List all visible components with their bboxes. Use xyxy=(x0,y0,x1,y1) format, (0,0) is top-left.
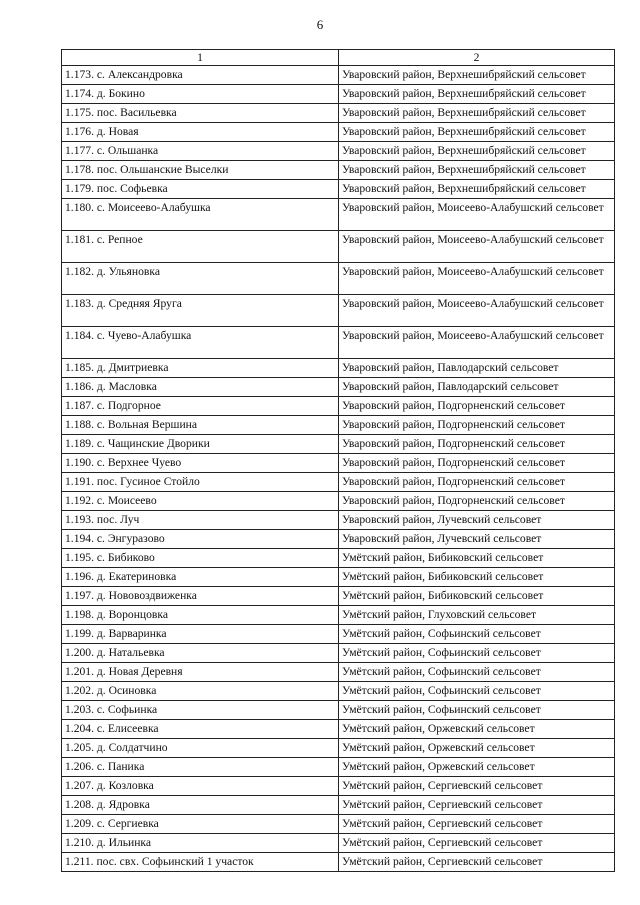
district-cell: Умётский район, Сергиевский сельсовет xyxy=(339,796,615,815)
settlement-cell: 1.195. с. Бибиково xyxy=(62,549,339,568)
table-row xyxy=(62,473,615,492)
table-row xyxy=(62,834,615,853)
table-row xyxy=(62,777,615,796)
table-row xyxy=(62,263,615,295)
district-cell: Уваровский район, Моисеево-Алабушский сельсовет xyxy=(339,295,615,327)
settlement-cell: 1.184. с. Чуево-Алабушка xyxy=(62,327,339,359)
settlement-cell: 1.186. д. Масловка xyxy=(62,378,339,397)
settlement-cell: 1.196. д. Екатериновка xyxy=(62,568,339,587)
settlement-cell: 1.191. пос. Гусиное Стойло xyxy=(62,473,339,492)
table-row xyxy=(62,492,615,511)
district-cell: Уваровский район, Верхнешибряйский сельсовет xyxy=(339,66,615,85)
table-row xyxy=(62,511,615,530)
settlement-cell: 1.197. д. Нововоздвиженка xyxy=(62,587,339,606)
district-cell: Умётский район, Бибиковский сельсовет xyxy=(339,587,615,606)
page-number: 6 xyxy=(316,17,324,32)
district-cell: Умётский район, Глуховский сельсовет xyxy=(339,606,615,625)
table-body xyxy=(62,66,615,872)
column-header-2: 2 xyxy=(339,50,615,66)
district-cell: Умётский район, Сергиевский сельсовет xyxy=(339,834,615,853)
settlement-cell: 1.174. д. Бокино xyxy=(62,85,339,104)
district-cell: Умётский район, Софьинский сельсовет xyxy=(339,701,615,720)
district-cell: Уваровский район, Верхнешибряйский сельсовет xyxy=(339,142,615,161)
settlement-cell: 1.176. д. Новая xyxy=(62,123,339,142)
table-row xyxy=(62,199,615,231)
table-row xyxy=(62,231,615,263)
table-row xyxy=(62,815,615,834)
district-cell: Уваровский район, Павлодарский сельсовет xyxy=(339,359,615,378)
district-cell: Уваровский район, Моисеево-Алабушский сельсовет xyxy=(339,327,615,359)
settlement-cell: 1.193. пос. Луч xyxy=(62,511,339,530)
settlement-cell: 1.190. с. Верхнее Чуево xyxy=(62,454,339,473)
settlement-cell: 1.209. с. Сергиевка xyxy=(62,815,339,834)
settlement-cell: 1.178. пос. Ольшанские Выселки xyxy=(62,161,339,180)
table-row xyxy=(62,104,615,123)
settlement-cell: 1.200. д. Натальевка xyxy=(62,644,339,663)
table-row xyxy=(62,123,615,142)
settlement-cell: 1.207. д. Козловка xyxy=(62,777,339,796)
table-row xyxy=(62,359,615,378)
table-row xyxy=(62,853,615,872)
settlement-cell: 1.210. д. Ильинка xyxy=(62,834,339,853)
settlement-cell: 1.202. д. Осиновка xyxy=(62,682,339,701)
settlement-cell: 1.189. с. Чащинские Дворики xyxy=(62,435,339,454)
district-cell: Уваровский район, Моисеево-Алабушский сельсовет xyxy=(339,231,615,263)
district-cell: Уваровский район, Павлодарский сельсовет xyxy=(339,378,615,397)
table-row xyxy=(62,549,615,568)
district-cell: Умётский район, Оржевский сельсовет xyxy=(339,720,615,739)
table-row xyxy=(62,739,615,758)
settlement-cell: 1.187. с. Подгорное xyxy=(62,397,339,416)
district-cell: Уваровский район, Верхнешибряйский сельсовет xyxy=(339,123,615,142)
district-cell: Умётский район, Бибиковский сельсовет xyxy=(339,568,615,587)
table-row xyxy=(62,720,615,739)
table-row xyxy=(62,644,615,663)
settlement-cell: 1.181. с. Репное xyxy=(62,231,339,263)
district-cell: Умётский район, Софьинский сельсовет xyxy=(339,625,615,644)
district-cell: Уваровский район, Подгорненский сельсовет xyxy=(339,416,615,435)
district-cell: Уваровский район, Верхнешибряйский сельсовет xyxy=(339,104,615,123)
district-cell: Уваровский район, Лучевский сельсовет xyxy=(339,530,615,549)
settlement-cell: 1.194. с. Энгуразово xyxy=(62,530,339,549)
table-row xyxy=(62,435,615,454)
district-cell: Уваровский район, Подгорненский сельсовет xyxy=(339,435,615,454)
district-cell: Уваровский район, Верхнешибряйский сельсовет xyxy=(339,85,615,104)
district-cell: Умётский район, Софьинский сельсовет xyxy=(339,644,615,663)
table-row xyxy=(62,327,615,359)
table-row xyxy=(62,530,615,549)
table-row xyxy=(62,587,615,606)
district-cell: Умётский район, Сергиевский сельсовет xyxy=(339,853,615,872)
settlement-cell: 1.211. пос. свх. Софьинский 1 участок xyxy=(62,853,339,872)
table-row xyxy=(62,663,615,682)
table-row xyxy=(62,454,615,473)
table-row xyxy=(62,701,615,720)
district-cell: Умётский район, Сергиевский сельсовет xyxy=(339,815,615,834)
settlement-cell: 1.179. пос. Софьевка xyxy=(62,180,339,199)
table-row xyxy=(62,568,615,587)
district-cell: Уваровский район, Верхнешибряйский сельсовет xyxy=(339,161,615,180)
settlement-cell: 1.205. д. Солдатчино xyxy=(62,739,339,758)
table-row xyxy=(62,66,615,85)
table-row xyxy=(62,142,615,161)
settlement-cell: 1.192. с. Моисеево xyxy=(62,492,339,511)
settlement-cell: 1.188. с. Вольная Вершина xyxy=(62,416,339,435)
district-cell: Уваровский район, Подгорненский сельсовет xyxy=(339,473,615,492)
table-header-row xyxy=(62,50,615,66)
table-row xyxy=(62,397,615,416)
district-cell: Умётский район, Софьинский сельсовет xyxy=(339,663,615,682)
table-row xyxy=(62,416,615,435)
settlement-cell: 1.173. с. Александровка xyxy=(62,66,339,85)
table-row xyxy=(62,758,615,777)
table-row xyxy=(62,606,615,625)
table-row xyxy=(62,625,615,644)
district-cell: Уваровский район, Лучевский сельсовет xyxy=(339,511,615,530)
district-cell: Уваровский район, Подгорненский сельсовет xyxy=(339,454,615,473)
settlement-cell: 1.175. пос. Васильевка xyxy=(62,104,339,123)
district-cell: Умётский район, Сергиевский сельсовет xyxy=(339,777,615,796)
table-row xyxy=(62,796,615,815)
settlements-table xyxy=(61,49,615,872)
settlement-cell: 1.182. д. Ульяновка xyxy=(62,263,339,295)
district-cell: Уваровский район, Верхнешибряйский сельсовет xyxy=(339,180,615,199)
district-cell: Уваровский район, Моисеево-Алабушский сельсовет xyxy=(339,199,615,231)
district-cell: Умётский район, Бибиковский сельсовет xyxy=(339,549,615,568)
table-row xyxy=(62,85,615,104)
settlement-cell: 1.177. с. Ольшанка xyxy=(62,142,339,161)
table-row xyxy=(62,378,615,397)
column-header-1: 1 xyxy=(62,50,339,66)
settlement-cell: 1.203. с. Софьинка xyxy=(62,701,339,720)
table-row xyxy=(62,180,615,199)
table-row xyxy=(62,161,615,180)
table-row xyxy=(62,295,615,327)
settlement-cell: 1.185. д. Дмитриевка xyxy=(62,359,339,378)
settlement-cell: 1.198. д. Воронцовка xyxy=(62,606,339,625)
settlement-cell: 1.204. с. Елисеевка xyxy=(62,720,339,739)
settlement-cell: 1.180. с. Моисеево-Алабушка xyxy=(62,199,339,231)
table-row xyxy=(62,682,615,701)
settlement-cell: 1.183. д. Средняя Яруга xyxy=(62,295,339,327)
district-cell: Уваровский район, Подгорненский сельсовет xyxy=(339,397,615,416)
district-cell: Умётский район, Софьинский сельсовет xyxy=(339,682,615,701)
district-cell: Умётский район, Оржевский сельсовет xyxy=(339,758,615,777)
settlement-cell: 1.199. д. Варваринка xyxy=(62,625,339,644)
settlement-cell: 1.201. д. Новая Деревня xyxy=(62,663,339,682)
district-cell: Уваровский район, Подгорненский сельсовет xyxy=(339,492,615,511)
settlement-cell: 1.206. с. Паника xyxy=(62,758,339,777)
district-cell: Уваровский район, Моисеево-Алабушский сельсовет xyxy=(339,263,615,295)
settlement-cell: 1.208. д. Ядровка xyxy=(62,796,339,815)
district-cell: Умётский район, Оржевский сельсовет xyxy=(339,739,615,758)
